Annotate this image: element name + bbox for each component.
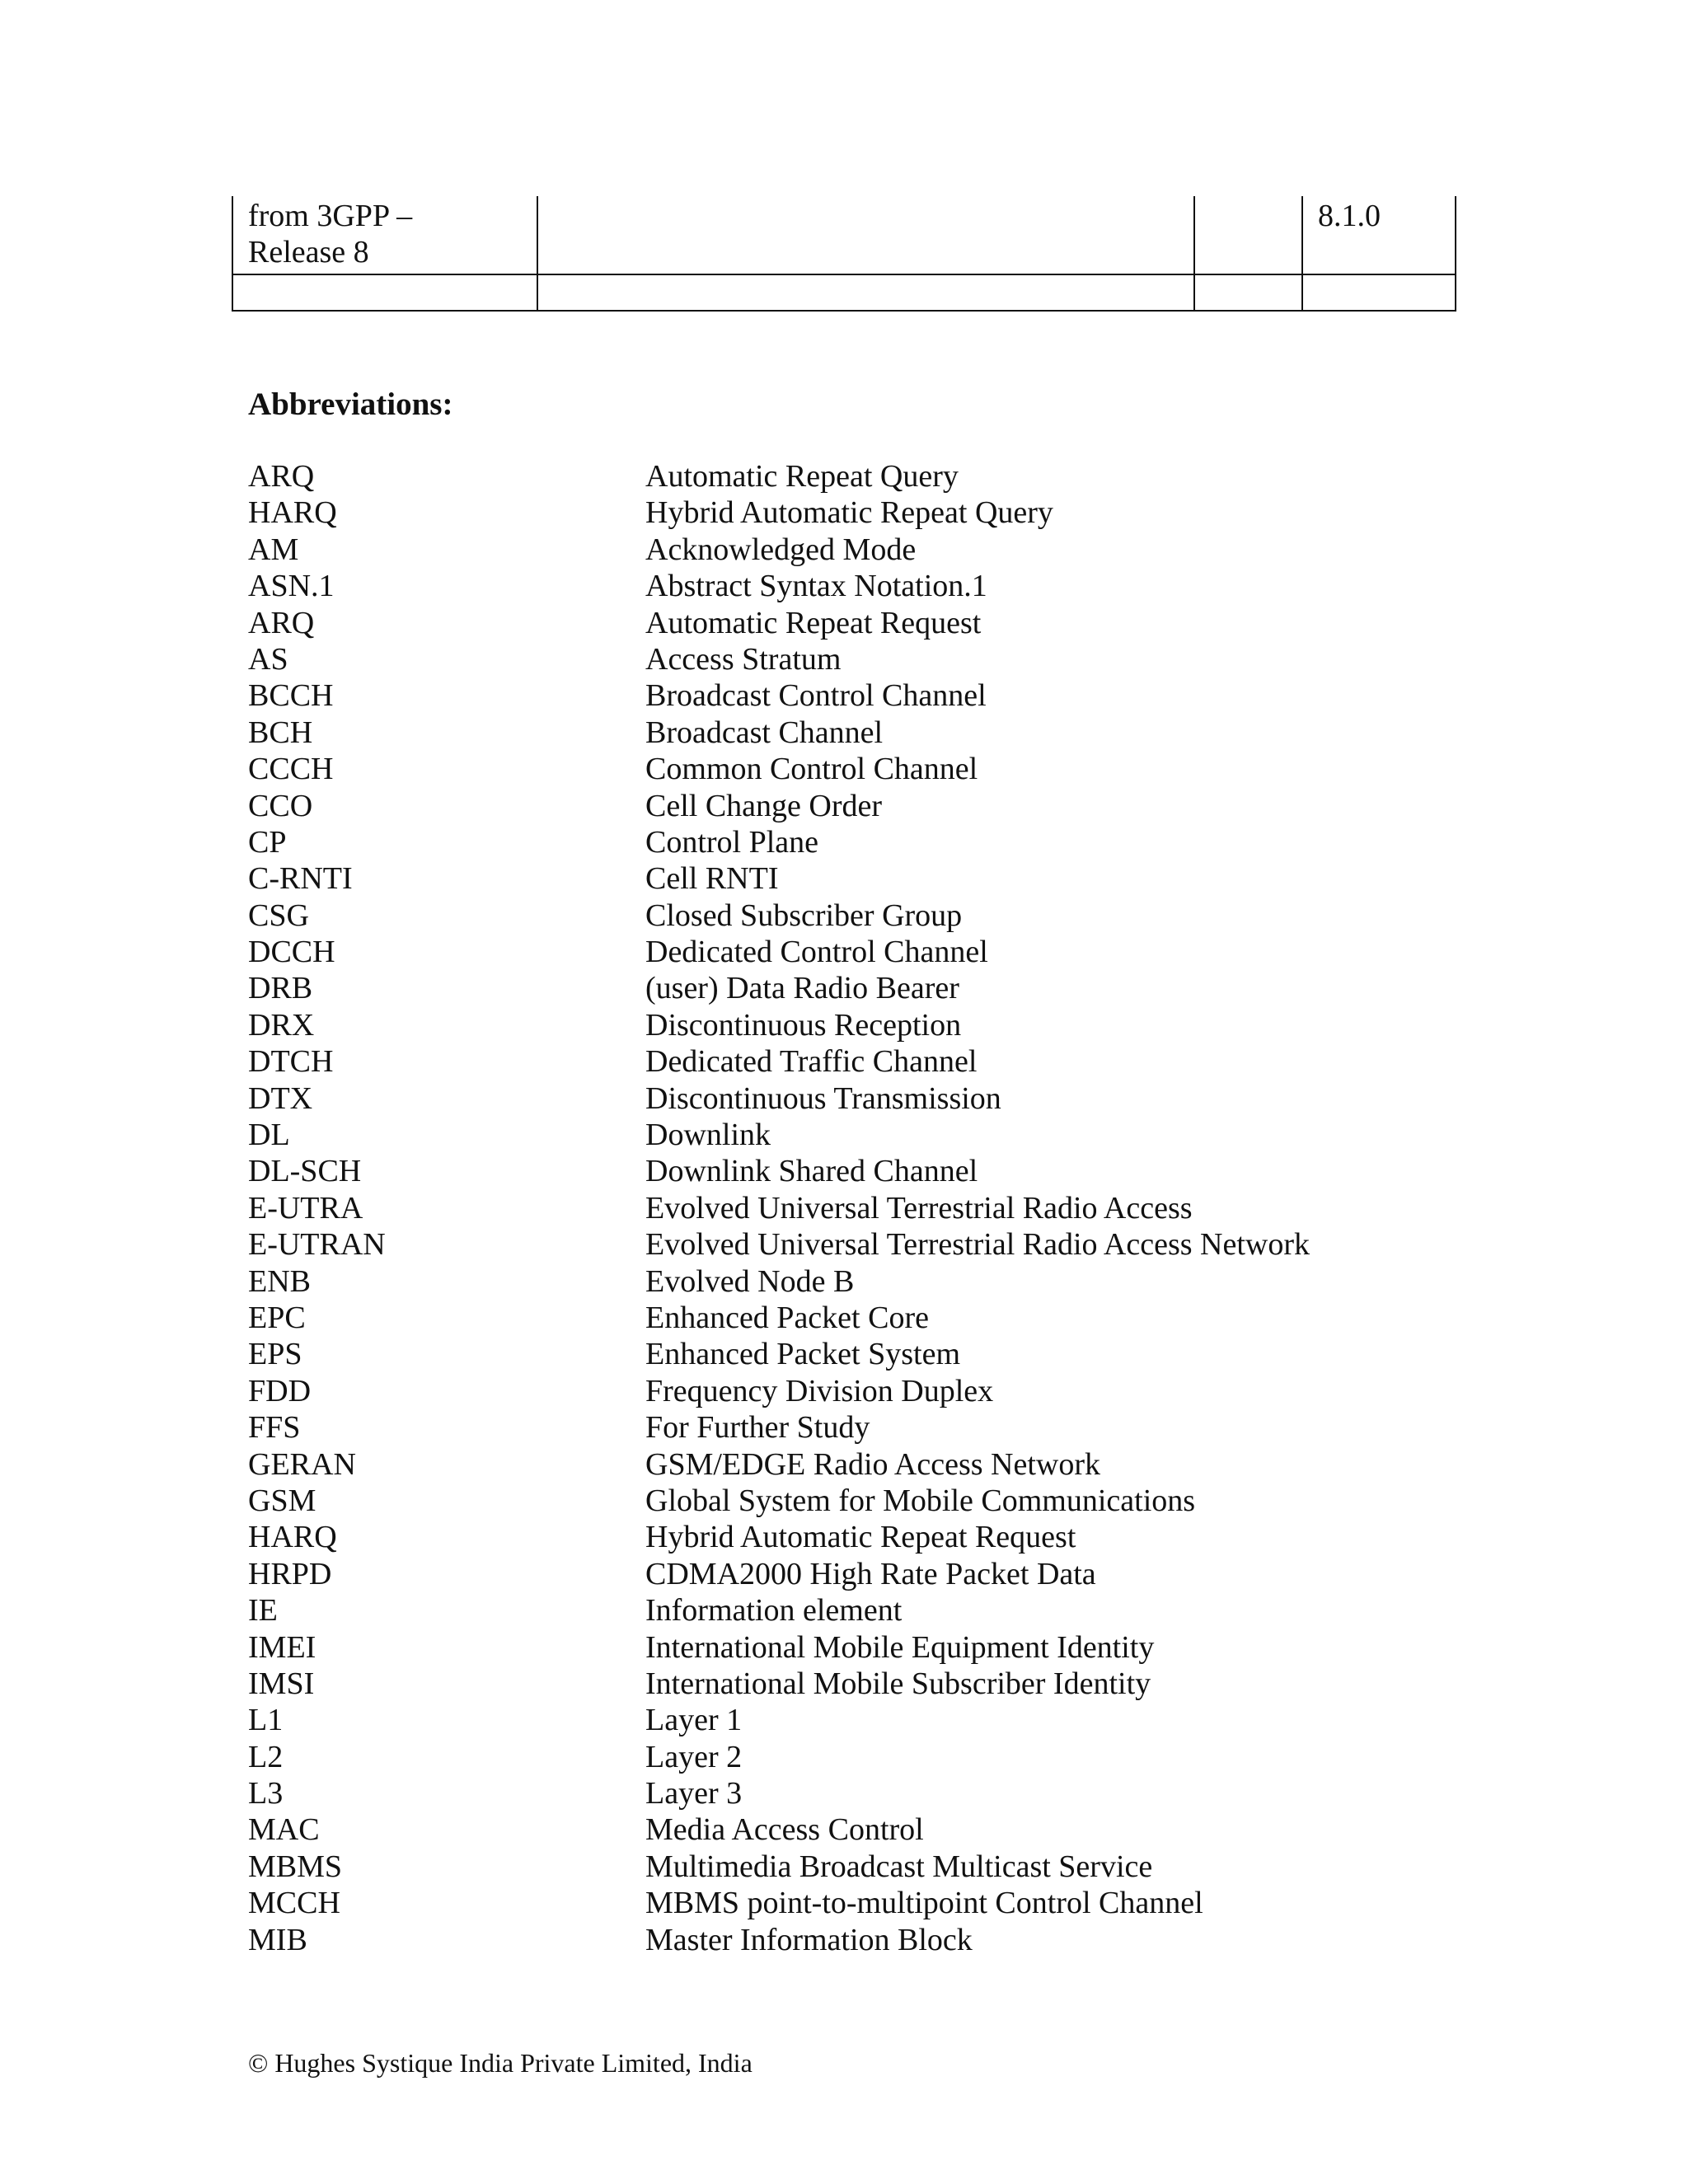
list-item: [248, 1592, 1310, 1629]
list-item: [248, 934, 1310, 970]
abbreviation-term: BCH: [248, 715, 313, 750]
list-item: [248, 458, 1310, 494]
list-item: [248, 568, 1310, 604]
list-item: [248, 1702, 1310, 1738]
abbreviation-term: AS: [248, 641, 288, 677]
abbreviation-definition: Downlink: [645, 1118, 771, 1153]
list-item: [248, 494, 1310, 531]
abbreviation-term: CCCH: [248, 752, 334, 787]
list-item: [248, 1263, 1310, 1300]
abbreviation-term: IMSI: [248, 1666, 315, 1701]
abbreviation-definition: Closed Subscriber Group: [645, 898, 963, 933]
abbreviation-term: ARQ: [248, 459, 315, 494]
list-item: [248, 860, 1310, 897]
table-cell: [232, 196, 537, 274]
list-item: [248, 1739, 1310, 1775]
abbreviation-term: EPS: [248, 1337, 302, 1372]
list-item: [248, 898, 1310, 934]
table-cell: 8.1.0: [1302, 196, 1456, 274]
abbreviation-term: E-UTRAN: [248, 1227, 386, 1263]
abbreviation-definition: Information element: [645, 1593, 903, 1629]
abbreviation-term: HARQ: [248, 1520, 337, 1555]
list-item: [248, 1190, 1310, 1226]
abbreviation-term: GSM: [248, 1483, 316, 1518]
list-item: [248, 1666, 1310, 1702]
table-cell: [1194, 274, 1302, 311]
abbreviation-term: DRX: [248, 1007, 315, 1043]
abbreviation-definition: Frequency Division Duplex: [645, 1373, 994, 1408]
list-item: [248, 1080, 1310, 1117]
abbreviation-definition: MBMS point-to-multipoint Control Channel: [645, 1886, 1203, 1921]
list-item: [248, 1849, 1310, 1885]
copyright-footer: © Hughes Systique India Private Limited, India: [248, 2048, 753, 2078]
abbreviation-term: IMEI: [248, 1629, 316, 1665]
table-cell: [1302, 274, 1456, 311]
list-item: [248, 1409, 1310, 1446]
abbreviation-definition: Evolved Node B: [645, 1263, 855, 1299]
list-item: [248, 824, 1310, 860]
list-item: [248, 1373, 1310, 1409]
abbreviation-term: FDD: [248, 1373, 312, 1408]
abbreviation-term: DL: [248, 1118, 290, 1153]
abbreviation-definition: Global System for Mobile Communications: [645, 1483, 1196, 1518]
abbreviation-definition: Broadcast Channel: [645, 715, 884, 750]
abbreviation-definition: CDMA2000 High Rate Packet Data: [645, 1556, 1096, 1591]
abbreviation-term: CP: [248, 824, 287, 860]
table-cell: [537, 196, 1194, 274]
abbreviation-definition: Acknowledged Mode: [645, 532, 917, 567]
abbreviation-term: DL-SCH: [248, 1154, 362, 1189]
abbreviation-definition: Layer 1: [645, 1703, 743, 1738]
abbreviation-term: C-RNTI: [248, 861, 353, 897]
abbreviation-definition: GSM/EDGE Radio Access Network: [645, 1446, 1100, 1482]
abbreviation-term: ENB: [248, 1263, 311, 1299]
abbreviation-definition: For Further Study: [645, 1410, 870, 1446]
abbreviation-definition: Automatic Repeat Request: [645, 605, 982, 640]
abbreviation-term: ARQ: [248, 605, 315, 640]
abbreviation-definition: Automatic Repeat Query: [645, 459, 959, 494]
list-item: [248, 1629, 1310, 1666]
list-item: [248, 1775, 1310, 1811]
abbreviation-term: AM: [248, 532, 299, 567]
abbreviation-list: [248, 458, 1310, 1958]
abbreviation-term: L2: [248, 1739, 284, 1774]
abbreviation-definition: Discontinuous Transmission: [645, 1080, 1001, 1116]
abbreviation-definition: Enhanced Packet Core: [645, 1300, 929, 1335]
abbreviation-definition: Media Access Control: [645, 1812, 924, 1848]
abbreviation-definition: Cell RNTI: [645, 861, 779, 897]
abbreviation-term: HARQ: [248, 495, 337, 531]
table-cell: [232, 274, 537, 311]
list-item: [248, 1336, 1310, 1372]
abbreviation-definition: Layer 3: [645, 1776, 743, 1811]
abbreviation-definition: Layer 2: [645, 1739, 743, 1774]
abbreviation-definition: Downlink Shared Channel: [645, 1154, 978, 1189]
abbreviation-definition: Cell Change Order: [645, 788, 883, 823]
list-item: [248, 1885, 1310, 1921]
table-cell: [537, 274, 1194, 311]
list-item: [248, 1007, 1310, 1043]
abbreviation-term: CCO: [248, 788, 313, 823]
cell-text: Release 8: [248, 235, 369, 269]
abbreviation-definition: Dedicated Control Channel: [645, 935, 988, 970]
abbreviation-definition: Access Stratum: [645, 641, 842, 677]
list-item: [248, 715, 1310, 751]
abbreviation-term: HRPD: [248, 1556, 332, 1591]
list-item: [248, 788, 1310, 824]
list-item: [248, 1922, 1310, 1958]
abbreviation-term: DRB: [248, 971, 313, 1006]
abbreviation-definition: Master Information Block: [645, 1922, 973, 1957]
abbreviation-term: CSG: [248, 898, 309, 933]
abbreviation-definition: Evolved Universal Terrestrial Radio Access: [645, 1190, 1193, 1226]
abbreviation-definition: (user) Data Radio Bearer: [645, 971, 959, 1006]
table-row: [232, 196, 1456, 274]
abbreviation-term: MCCH: [248, 1886, 340, 1921]
abbreviation-definition: Hybrid Automatic Repeat Query: [645, 495, 1053, 531]
abbreviation-term: E-UTRA: [248, 1190, 363, 1226]
list-item: [248, 1117, 1310, 1153]
abbreviation-term: ASN.1: [248, 569, 335, 604]
abbreviation-definition: International Mobile Subscriber Identity: [645, 1666, 1151, 1701]
list-item: [248, 1556, 1310, 1592]
list-item: [248, 1446, 1310, 1483]
abbreviation-definition: Evolved Universal Terrestrial Radio Access Network: [645, 1227, 1311, 1263]
list-item: [248, 970, 1310, 1006]
abbreviation-term: L3: [248, 1776, 284, 1811]
abbreviation-definition: Control Plane: [645, 824, 819, 860]
abbreviation-term: IE: [248, 1593, 278, 1629]
abbreviation-term: FFS: [248, 1410, 301, 1446]
list-item: [248, 1300, 1310, 1336]
list-item: [248, 1483, 1310, 1519]
abbreviation-definition: Discontinuous Reception: [645, 1007, 962, 1043]
abbreviation-definition: Dedicated Traffic Channel: [645, 1044, 978, 1080]
abbreviation-term: GERAN: [248, 1446, 356, 1482]
abbreviation-term: DCCH: [248, 935, 335, 970]
abbreviation-definition: Abstract Syntax Notation.1: [645, 569, 987, 604]
list-item: [248, 751, 1310, 787]
abbreviation-term: MBMS: [248, 1849, 343, 1884]
list-item: [248, 1226, 1310, 1263]
table-row: [232, 274, 1456, 311]
abbreviation-term: MIB: [248, 1922, 307, 1957]
list-item: [248, 641, 1310, 677]
abbreviation-term: MAC: [248, 1812, 320, 1848]
list-item: [248, 1043, 1310, 1080]
abbreviation-definition: Enhanced Packet System: [645, 1337, 961, 1372]
list-item: [248, 532, 1310, 568]
cell-text: from 3GPP –: [248, 199, 413, 233]
abbreviation-definition: International Mobile Equipment Identity: [645, 1629, 1155, 1665]
list-item: [248, 605, 1310, 641]
abbreviation-term: DTX: [248, 1080, 313, 1116]
list-item: [248, 677, 1310, 714]
abbreviation-term: DTCH: [248, 1044, 334, 1080]
abbreviation-term: EPC: [248, 1300, 306, 1335]
list-item: [248, 1811, 1310, 1848]
abbreviation-term: BCCH: [248, 678, 334, 714]
list-item: [248, 1519, 1310, 1555]
revision-table: [232, 196, 1456, 312]
abbreviation-definition: Common Control Channel: [645, 752, 978, 787]
abbreviation-definition: Multimedia Broadcast Multicast Service: [645, 1849, 1153, 1884]
abbreviation-definition: Hybrid Automatic Repeat Request: [645, 1520, 1076, 1555]
table-cell: [1194, 196, 1302, 274]
list-item: [248, 1153, 1310, 1189]
abbreviation-definition: Broadcast Control Channel: [645, 678, 987, 714]
section-heading: Abbreviations:: [248, 387, 453, 422]
abbreviation-term: L1: [248, 1703, 284, 1738]
